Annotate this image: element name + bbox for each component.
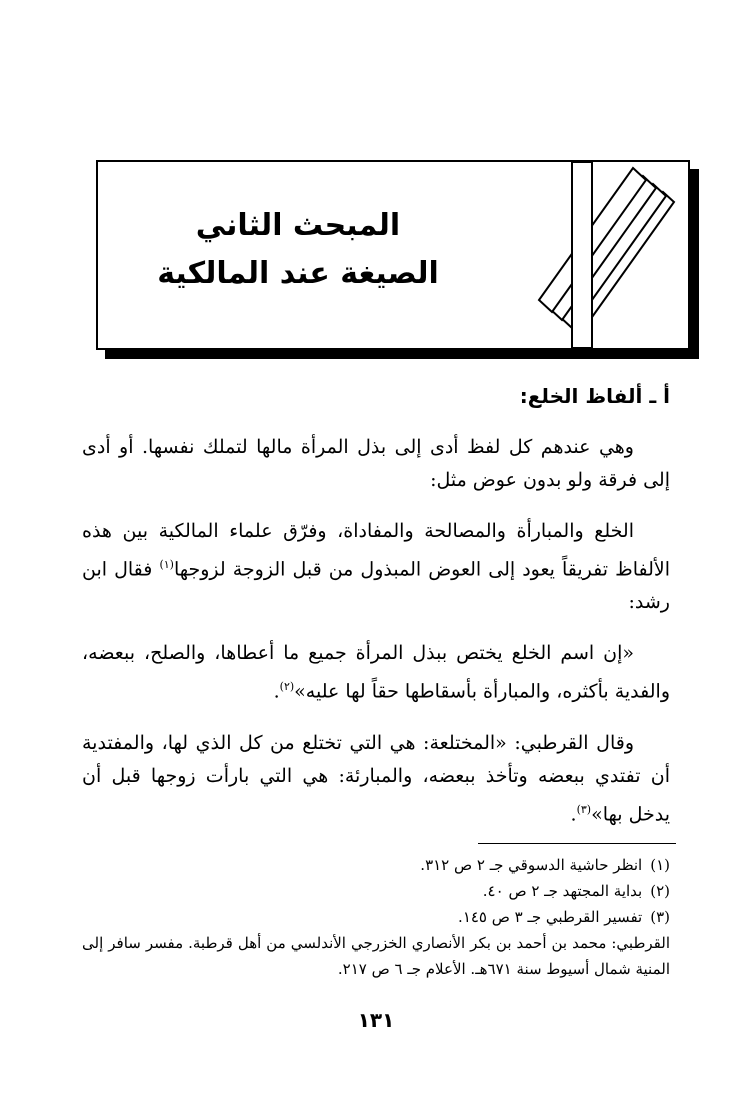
footnote-text: تفسير القرطبي جـ ٣ ص ١٤٥. — [458, 908, 643, 926]
footnote-item — [82, 852, 670, 878]
footnotes — [82, 852, 670, 982]
page-number: ١٣١ — [357, 1008, 395, 1032]
decorative-folded-ribbon-icon — [488, 162, 688, 348]
paragraph-2 — [82, 515, 670, 619]
footnote-item — [82, 904, 670, 930]
chapter-title — [148, 202, 448, 298]
paragraph-2-text: الخلع والمبارأة والمصالحة والمفاداة، وفرّق علماء المالكية بين هذه الألفاظ تفريقاً يعود إلى العوض المبذول من قبل الزوجة لزوجها — [82, 520, 670, 581]
footnote-divider — [478, 843, 676, 844]
footnote-ref-1: (١) — [159, 558, 174, 571]
footnote-ref-3: (٣) — [576, 802, 592, 816]
chapter-title-line1: المبحث الثاني — [195, 208, 401, 243]
paragraph-1: وهي عندهم كل لفظ أدى إلى بذل المرأة مالها لتملك نفسها. أو أدى إلى فرقة ولو بدون عوض مثل: — [82, 436, 670, 491]
footnote-text: بداية المجتهد جـ ٢ ص ٤٠. — [482, 882, 643, 900]
paragraph-4-text: وقال القرطبي: «المختلعة: هي التي تختلع من كل الذي لها، والمفتدية أن تفتدي ببعضه وتأخذ ببعضه، والمبارئة: هي التي بارأت زوجها قبل أن يدخل بها» — [82, 731, 670, 825]
footnote-number: (٣) — [650, 908, 670, 926]
chapter-title-box — [96, 160, 690, 350]
paragraph-4: وقال القرطبي: «المختلعة: هي التي تختلع من كل الذي لها، والمفتدية أن تفتدي ببعضه وتأخذ ببعضه، والمبارئة: هي التي بارأت زوجها قبل أن يدخل بها»$^{(٣)}$. — [82, 731, 670, 825]
paragraph-2-tail: فقال ابن رشد: — [82, 558, 670, 614]
section-heading: أ ـ ألفاظ الخلع: — [519, 384, 670, 408]
footnote-number: (١) — [650, 856, 670, 874]
main-text — [82, 376, 670, 849]
chapter-title-line2: الصيغة عند المالكية — [157, 256, 439, 291]
footnote-biography: القرطبي: محمد بن أحمد بن بكر الأنصاري الخزرجي الأندلسي من أهل قرطبة. مفسر سافر إلى المنية شمال أسيوط سنة ٦٧١هـ. الأعلام جـ ٦ ص ٢١٧. — [82, 934, 670, 978]
footnote-ref-2: (٢) — [279, 680, 295, 694]
footnote-number: (٢) — [650, 882, 670, 900]
paragraph-3: «إن اسم الخلع يختص ببذل المرأة جميع ما أعطاها، والصلح، ببعضه، والفدية بأكثره، والمبارأة بأسقاطها حقاً لها عليه»$^{(٢)}$. — [82, 642, 670, 703]
paragraph-3-text: «إن اسم الخلع يختص ببذل المرأة جميع ما أعطاها، والصلح، ببعضه، والفدية بأكثره، والمبارأة بأسقاطها حقاً لها عليه» — [82, 642, 670, 703]
footnote-item — [82, 878, 670, 904]
footnote-text: انظر حاشية الدسوقي جـ ٢ ص ٣١٢. — [420, 856, 643, 874]
